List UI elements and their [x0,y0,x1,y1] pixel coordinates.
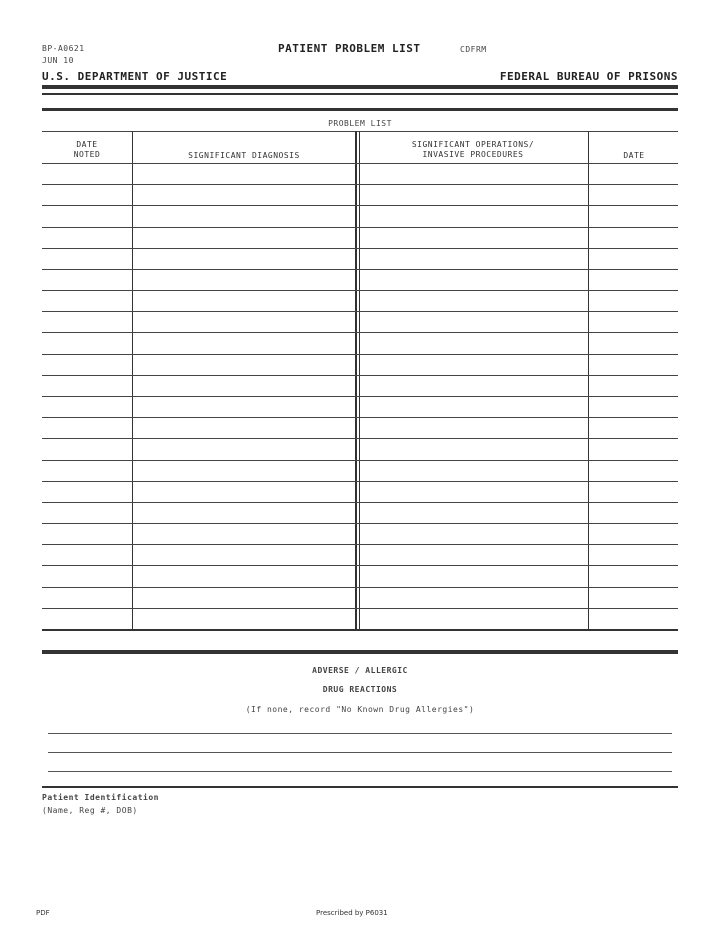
col-header-diagnosis: SIGNIFICANT DIAGNOSIS [188,151,300,160]
table-row-line[interactable] [42,354,678,355]
footer-center: Prescribed by P6031 [316,909,388,917]
bureau-name: FEDERAL BUREAU OF PRISONS [499,70,678,83]
column-divider-3 [588,131,589,631]
col-header-operations [359,140,587,160]
table-row-line[interactable] [42,460,678,461]
table-row-line[interactable] [42,205,678,206]
section-title-rule [42,131,678,132]
table-row-line[interactable] [42,417,678,418]
col-header-date: DATE [623,151,645,160]
column-divider-2-right [359,131,360,631]
col-header-operations-line2: INVASIVE PROCEDURES [422,150,524,159]
footer-left: PDF [36,909,50,917]
table-row-line[interactable] [42,587,678,588]
table-bottom-rule [42,629,678,631]
allergy-entry-line[interactable] [48,771,672,772]
table-row-line[interactable] [42,248,678,249]
form-title-suffix: CDFRM [460,45,487,54]
allergy-section-rule [42,650,678,654]
col-header-date-noted-line2: NOTED [73,150,101,159]
table-row-line[interactable] [42,332,678,333]
table-row-line[interactable] [42,311,678,312]
form-date: JUN 10 [42,56,74,65]
header-rule-thick [42,85,678,89]
header-rule-thin [42,93,678,95]
column-divider-2-left [355,131,357,631]
table-row-line[interactable] [42,565,678,566]
problem-list-title: PROBLEM LIST [328,119,392,128]
table-row-line[interactable] [42,502,678,503]
table-row-line[interactable] [42,227,678,228]
form-number: BP-A0621 [42,44,85,53]
allergy-heading-line2: DRUG REACTIONS [322,685,398,694]
patient-id-sublabel: (Name, Reg #, DOB) [42,806,138,815]
table-row-line[interactable] [42,290,678,291]
table-top-rule [42,108,678,111]
column-divider-1 [132,131,133,631]
col-header-operations-line1: SIGNIFICANT OPERATIONS/ [411,140,535,149]
table-row-line[interactable] [42,163,678,164]
table-row-line[interactable] [42,544,678,545]
allergy-instruction: (If none, record "No Known Drug Allergies") [245,705,475,714]
table-row-line[interactable] [42,375,678,376]
patient-id-rule [42,786,678,788]
table-row-line[interactable] [42,438,678,439]
table-row-line[interactable] [42,481,678,482]
table-row-line[interactable] [42,396,678,397]
allergy-entry-line[interactable] [48,752,672,753]
allergy-entry-line[interactable] [48,733,672,734]
col-header-date-noted-line1: DATE [76,140,98,149]
table-row-line[interactable] [42,269,678,270]
col-header-date-noted [42,140,132,160]
department-name: U.S. DEPARTMENT OF JUSTICE [42,70,228,83]
table-row-line[interactable] [42,523,678,524]
allergy-heading-line1: ADVERSE / ALLERGIC [312,666,408,675]
patient-id-label: Patient Identification [42,793,159,802]
table-row-line[interactable] [42,184,678,185]
table-row-line[interactable] [42,608,678,609]
form-title: PATIENT PROBLEM LIST [278,42,421,55]
